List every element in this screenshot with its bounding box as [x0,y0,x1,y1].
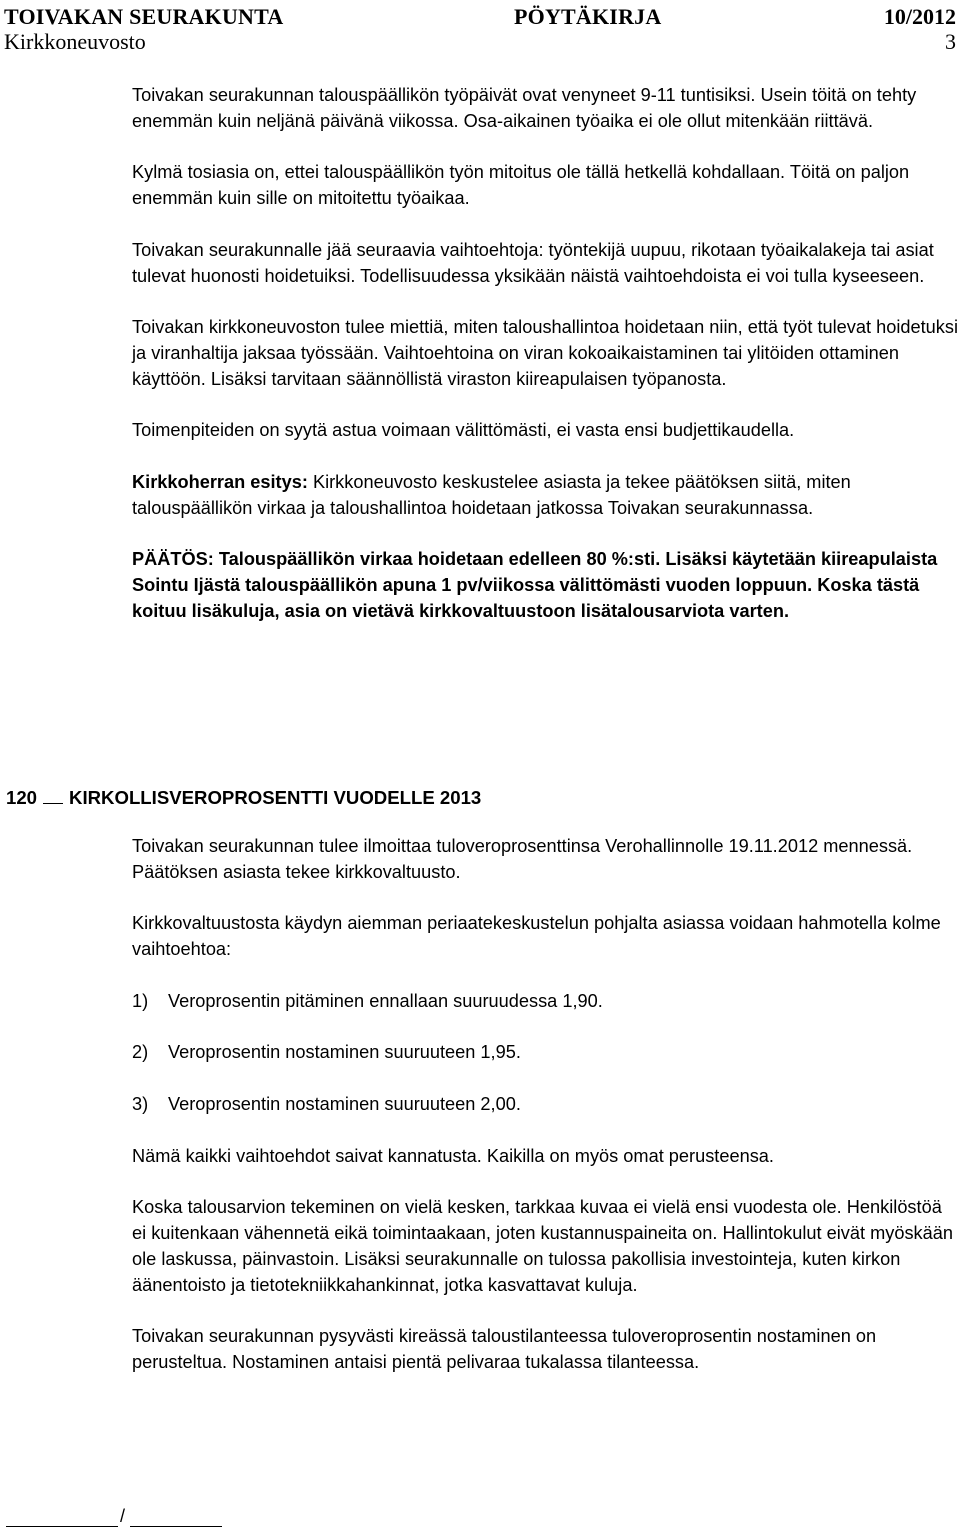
paragraph: Toivakan seurakunnalle jää seuraavia vaihtoehtoja: työntekijä uupuu, rikotaan työaikalakeja tai asiat tulevat huonosti hoidetuiksi. Todellisuudessa yksikään näistä vaihtoehdoista ei voi tulla kyseeseen. [132,239,934,286]
proposal-label: Kirkkoherran esitys: [132,471,308,492]
governing-body: Kirkkoneuvosto [4,29,146,54]
section-number: 120 [6,787,38,808]
document-body-top [132,83,958,651]
list-item [132,989,958,1015]
section-underline [43,786,63,804]
list-item [132,1092,958,1118]
list-text: Veroprosentin nostaminen suuruuteen 1,95. [168,1042,521,1063]
organization-name: TOIVAKAN SEURAKUNTA [4,4,284,29]
decision-paragraph: PÄÄTÖS: Talouspäällikön virkaa hoidetaan edelleen 80 %:sti. Lisäksi käytetään kiireapulaista Sointu Ijästä talouspäällikön apuna 1 pv/viikossa välittömästi vuoden loppuun. Koska tästä koituu lisäkuluja, asia on vietävä kirkkovaltuustoon lisätalousarviota varten. [132,549,938,621]
paragraph: Nämä kaikki vaihtoehdot saivat kannatusta. Kaikilla on myös omat perusteensa. [132,1145,774,1166]
paragraph: Koska talousarvion tekeminen on vielä kesken, tarkkaa kuvaa ei vielä ensi vuodesta ole. Henkilöstöä ei kuitenkaan vähennetä eikä toimintaakaan, joten kustannuspaineita on. Hallintokulut eivät myöskään ole laskussa, päinvastoin. Lisäksi seurakunnalle on tulossa pakollisia investointeja, kuten kirkon äänentoisto ja tietotekniikkahankinnat, jotka kasvattavat kuluja. [132,1197,953,1295]
list-marker: 2) [132,1042,149,1063]
paragraph: Toivakan seurakunnan tulee ilmoittaa tuloveroprosenttinsa Verohallinnolle 19.11.2012 mennessä. Päätöksen asiasta tekee kirkkovaltuusto. [132,836,913,882]
signature-line-left [6,1526,118,1527]
section-title: KIRKOLLISVEROPROSENTTI VUODELLE 2013 [69,787,482,808]
page-header [0,2,960,56]
signature-separator: / [120,1506,126,1526]
paragraph: Kirkkovaltuustosta käydyn aiemman periaatekeskustelun pohjalta asiassa voidaan hahmotella kolme vaihtoehtoa: [132,913,941,960]
list-marker: 1) [132,990,149,1011]
document-type: PÖYTÄKIRJA [514,4,662,29]
document-number: 10/2012 [883,4,956,29]
paragraph: Toivakan seurakunnan talouspäällikön työpäivät ovat venyneet 9-11 tuntisiksi. Usein töitä on tehty enemmän kuin neljänä päivänä viikossa. Osa-aikainen työaika ei ole ollut mitenkään riittävä. [132,85,917,131]
list-text: Veroprosentin nostaminen suuruuteen 2,00. [168,1093,521,1114]
proposal-text: Kirkkoneuvosto keskustelee asiasta ja tekee päätöksen siitä, miten talouspäällikön virkaa ja taloushallintoa hoidetaan jatkossa Toivakan seurakunnassa. [132,471,851,518]
header-row-2 [0,29,960,56]
document-body-section [132,834,958,1402]
list-item [132,1040,958,1066]
page-number: 3 [945,29,956,54]
signature-line-right [130,1526,222,1527]
section-heading [6,786,481,809]
list-text: Veroprosentin pitäminen ennallaan suuruudessa 1,90. [168,990,603,1011]
proposal-paragraph [132,470,958,522]
signature-lines [0,1506,240,1530]
header-row-1 [0,2,960,29]
paragraph: Toimenpiteiden on syytä astua voimaan välittömästi, ei vasta ensi budjettikaudella. [132,420,795,441]
list-marker: 3) [132,1093,149,1114]
paragraph: Kylmä tosiasia on, ettei talouspäällikön työn mitoitus ole tällä hetkellä kohdallaan. Töitä on paljon enemmän kuin sille on mitoitettu työaikaa. [132,162,910,209]
paragraph: Toivakan kirkkoneuvoston tulee miettiä, miten taloushallintoa hoidetaan niin, että työt tulevat hoidetuksi ja viranhaltija jaksaa työssään. Vaihtoehtoina on viran kokoaikaistaminen tai ylitöiden ottaminen käyttöön. Lisäksi tarvitaan säännöllistä viraston kiireapulaisen työpanosta. [132,317,959,389]
paragraph: Toivakan seurakunnan pysyvästi kireässä taloustilanteessa tuloveroprosentin nostaminen on perusteltua. Nostaminen antaisi pientä pelivaraa tukalassa tilanteessa. [132,1326,877,1372]
